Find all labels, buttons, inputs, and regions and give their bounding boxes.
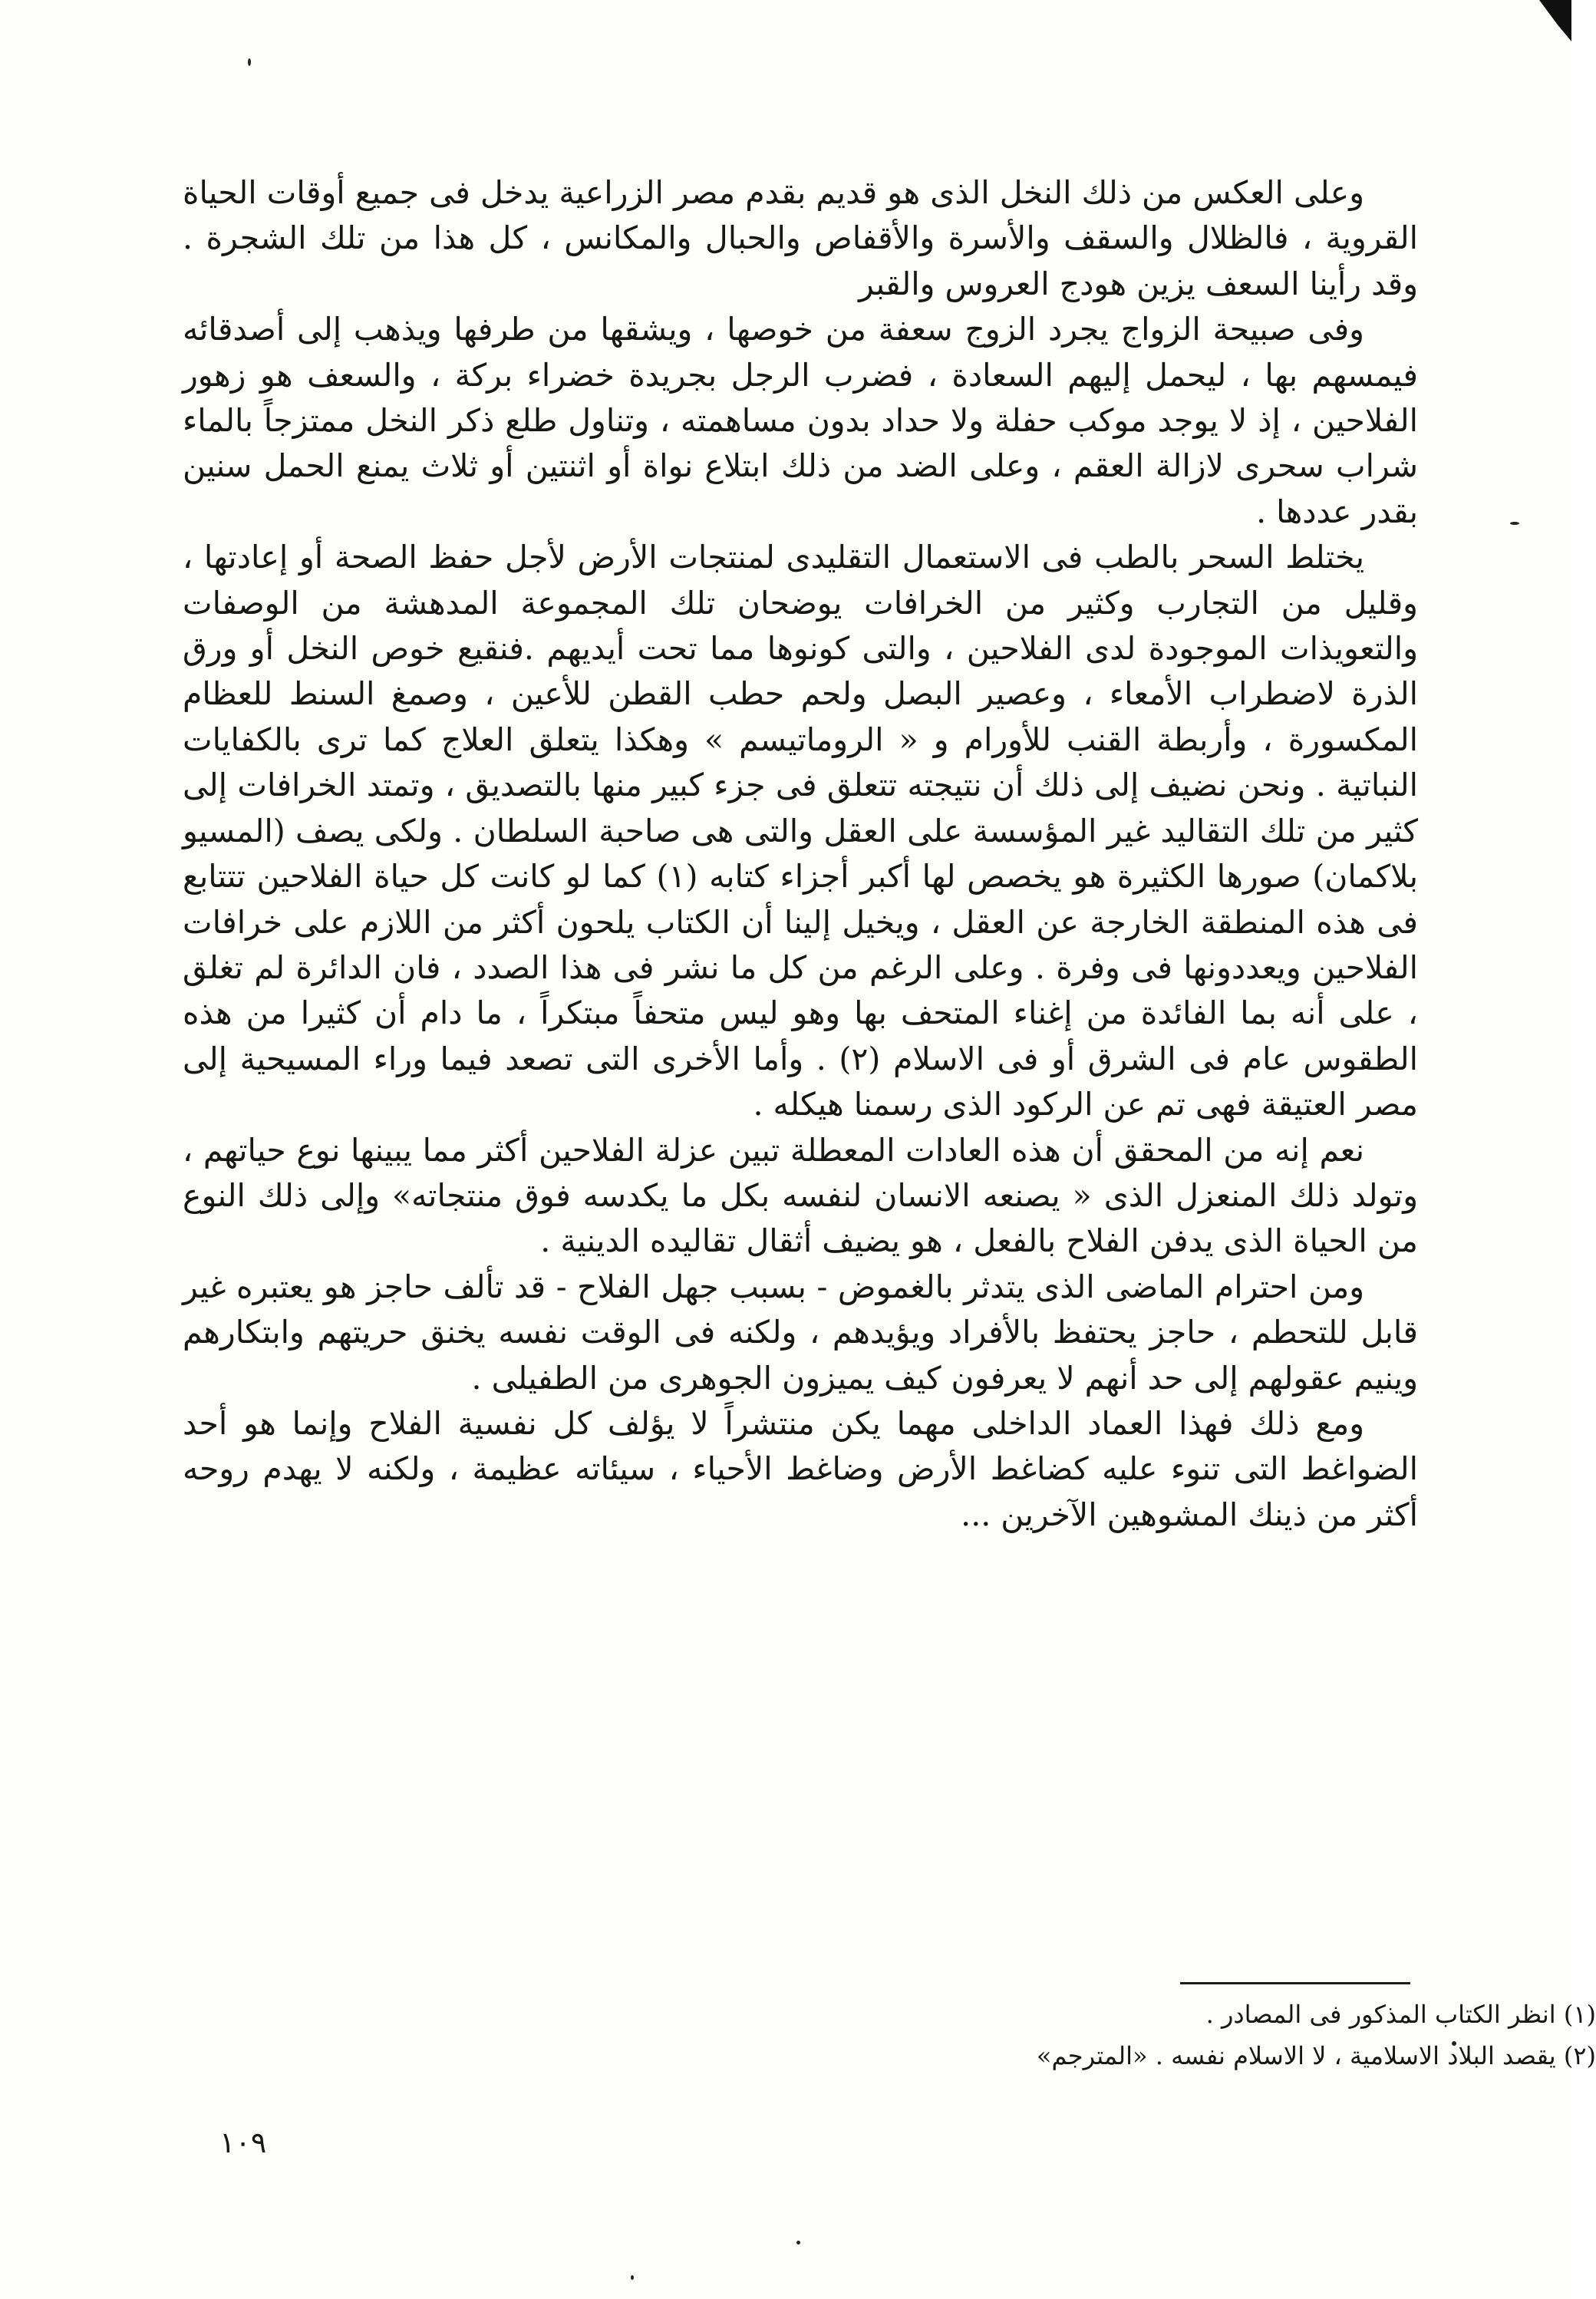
- footnote-divider: [1180, 1982, 1410, 1984]
- scan-speck: [248, 58, 251, 66]
- paragraph: نعم إنه من المحقق أن هذه العادات المعطلة تبين عزلة الفلاحين أكثر مما يبينها نوع حياتهم ، وتولد ذلك المنعزل الذى « يصنعه الانسان لنفسه بكل ما يكدسه فوق منتجاته» وإلى ذلك النوع من الحياة الذى يدفن الفلاح بالفعل ، هو يضيف أثقال تقاليده الدينية .: [183, 1131, 1418, 1260]
- scan-speck: [631, 2275, 634, 2280]
- paragraph: وفى صبيحة الزواج يجرد الزوج سعفة من خوصها ، ويشقها من طرفها ويذهب إلى أصدقائه فيمسهم بها ، ليحمل إليهم السعادة ، فضرب الرجل بجريدة خضراء بركة ، والسعف هو زهور الفلاحين ، إذ لا يوجد موكب حفلة ولا حداد بدون مساهمته ، وتناول طلع ذكر النخل ممتزجاً بالماء شراب سحرى لازالة العقم ، وعلى الضد من ذلك ابتلاع نواة أو اثنتين أو ثلاث يمنع الحمل سنين بقدر عددها .: [183, 311, 1418, 530]
- scan-corner-mark: [1525, 0, 1571, 41]
- paragraph: ومع ذلك فهذا العماد الداخلى مهما يكن منتشراً لا يؤلف كل نفسية الفلاح وإنما هو أحد الضواغط التى تنوء عليه كضاغط الأرض وضاغط الأحياء ، سيئاته عظيمة ، ولكنه لا يهدم روحه أكثر من ذينك المشوهين الآخرين ...: [183, 1404, 1418, 1533]
- paragraph: يختلط السحر بالطب فى الاستعمال التقليدى لمنتجات الأرض لأجل حفظ الصحة أو إعادتها ، وقليل من التجارب وكثير من الخرافات يوضحان تلك المجموعة المدهشة من الوصفات والتعويذات الموجودة لدى الفلاحين ، والتى كونوها مما تحت أيديهم .فنقيع خوص النخل أو ورق الذرة لاضطراب الأمعاء ، وعصير البصل ولحم حطب القطن للأعين ، وصمغ السنط للعظام المكسورة ، وأربطة القنب للأورام و « الروماتيسم » وهكذا يتعلق العلاج كما ترى بالكفايات النباتية . ونحن نضيف إلى ذلك أن نتيجته تتعلق فى جزء كبير منها بالتصديق ، وتمتد الخرافات إلى كثير من تلك التقاليد غير المؤسسة على العقل والتى هى صاحبة السلطان . ولكى يصف (المسيو بلاكمان) صورها الكثيرة هو يخصص لها أكبر أجزاء كتابه (١) كما لو كانت كل حياة الفلاحين تتتابع فى هذه المنطقة الخارجة عن العقل ، ويخيل إلينا أن الكتاب يلحون أكثر من اللازم على خرافات الفلاحين ويعددونها فى وفرة . وعلى الرغم من كل ما نشر فى هذا الصدد ، فان الدائرة لم تغلق ، على أنه بما الفائدة من إغناء المتحف بها وهو ليس متحفاً مبتكراً ، ما دام أن كثيرا من هذه الطقوس عام فى الشرق أو فى الاسلام (٢) . وأما الأخرى التى تصعد فيما وراء المسيحية إلى مصر العتيقة فهى تم عن الركود الذى رسمنا هيكله .: [183, 539, 1419, 1123]
- body-text: [183, 170, 1418, 1538]
- page-number: ١٠٩: [219, 2126, 267, 2159]
- footnotes: [691, 1994, 1596, 2076]
- scan-speck: [796, 2241, 800, 2245]
- scan-speck: [1510, 522, 1519, 525]
- footnote: (٢) يقصد البلاد الاسلامية ، لا الاسلام نفسه . «المترجم»: [1036, 2041, 1596, 2070]
- paragraph: ومن احترام الماضى الذى يتدثر بالغموض - بسبب جهل الفلاح - قد تألف حاجز هو يعتبره غير قابل للتحطم ، حاجز يحتفظ بالأفراد ويؤيدهم ، ولكنه فى الوقت نفسه يخنق حريتهم وابتكارهم وينيم عقولهم إلى حد أنهم لا يعرفون كيف يميزون الجوهرى من الطفيلى .: [183, 1268, 1418, 1397]
- paragraph: وعلى العكس من ذلك النخل الذى هو قديم بقدم مصر الزراعية يدخل فى جميع أوقات الحياة القروية ، فالظلال والسقف والأسرة والأقفاص والحبال والمكانس ، كل هذا من تلك الشجرة . وقد رأينا السعف يزين هودج العروس والقبر: [183, 174, 1418, 302]
- footnote: (١) انظر الكتاب المذكور فى المصادر .: [1205, 2000, 1596, 2029]
